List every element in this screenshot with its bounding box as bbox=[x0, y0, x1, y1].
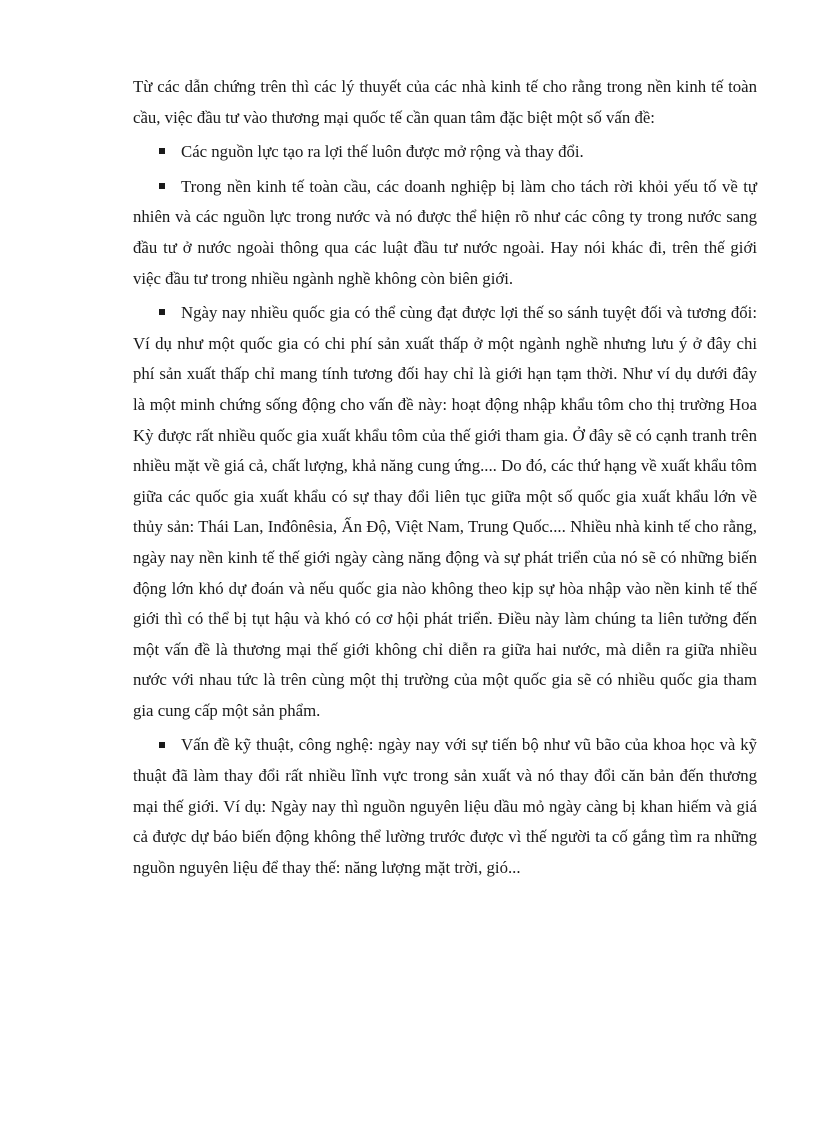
bullet-item bbox=[133, 137, 757, 168]
bullet-item bbox=[133, 172, 757, 294]
bullet-text: Trong nền kinh tế toàn cầu, các doanh nghiệp bị làm cho tách rời khỏi yếu tố về tự nhiên và các nguồn lực trong nước và nó được thể hiện rõ như các công ty trong nước sang đầu tư ở nước ngoài thông qua các luật đầu tư nước ngoài. Hay nói khác đi, trên thế giới việc đầu tư trong nhiều ngành nghề không còn biên giới. bbox=[133, 176, 757, 288]
square-bullet-icon bbox=[159, 742, 165, 748]
square-bullet-icon bbox=[159, 148, 165, 154]
bullet-text: Vấn đề kỹ thuật, công nghệ: ngày nay với sự tiến bộ như vũ bão của khoa học và kỹ thuật đã làm thay đổi rất nhiều lĩnh vực trong sản xuất và nó thay đổi căn bản đến thương mại thế giới. Ví dụ: Ngày nay thì nguồn nguyên liệu dầu mỏ ngày càng bị khan hiếm và giá cả được dự báo biến động không thể lường trước được vì thế người ta cố gắng tìm ra những nguồn nguyên liệu để thay thế: năng lượng mặt trời, gió... bbox=[133, 735, 757, 877]
bullet-item bbox=[133, 298, 757, 726]
document-page bbox=[133, 72, 757, 883]
bullet-text: Ngày nay nhiều quốc gia có thể cùng đạt được lợi thế so sánh tuyệt đối và tương đối: Ví dụ như một quốc gia có chi phí sản xuất thấp ở một ngành nghề nhưng lưu ý ở đây chi phí sản xuất thấp chỉ mang tính tương đối hay chỉ là giới hạn tạm thời. Như ví dụ dưới đây là một minh chứng sống động cho vấn đề này: hoạt động nhập khẩu tôm cho thị trường Hoa Kỳ được rất nhiều quốc gia xuất khẩu tôm của thế giới tham gia. Ở đây sẽ có cạnh tranh trên nhiều mặt về giá cả, chất lượng, khả năng cung ứng.... Do đó, các thứ hạng về xuất khẩu tôm giữa các quốc gia xuất khẩu có sự thay đổi liên tục giữa một số quốc gia xuất khẩu lớn về thủy sản: Thái Lan, Inđônêsia, Ấn Độ, Việt Nam, Trung Quốc.... Nhiều nhà kinh tế cho rằng, ngày nay nền kinh tế thế giới ngày càng năng động và sự phát triển của nó sẽ có những biến động lớn khó dự đoán và nếu quốc gia nào không theo kịp sự hòa nhập vào nền kinh tế thế giới thì có thể bị tụt hậu và khó có cơ hội phát triển. Điều này làm chúng ta liên tưởng đến một vấn đề là thương mại thế giới không chỉ diễn ra giữa hai nước, mà diễn ra giữa nhiều nước với nhau tức là trên cùng một thị trường của một quốc gia sẽ có nhiều quốc gia tham gia cung cấp một sản phẩm. bbox=[133, 303, 757, 720]
square-bullet-icon bbox=[159, 309, 165, 315]
bullet-text: Các nguồn lực tạo ra lợi thế luôn được mở rộng và thay đổi. bbox=[181, 142, 584, 162]
intro-paragraph: Từ các dẫn chứng trên thì các lý thuyết của các nhà kinh tế cho rằng trong nền kinh tế toàn cầu, việc đầu tư vào thương mại quốc tế cần quan tâm đặc biệt một số vấn đề: bbox=[133, 77, 757, 127]
square-bullet-icon bbox=[159, 183, 165, 189]
bullet-item bbox=[133, 730, 757, 883]
